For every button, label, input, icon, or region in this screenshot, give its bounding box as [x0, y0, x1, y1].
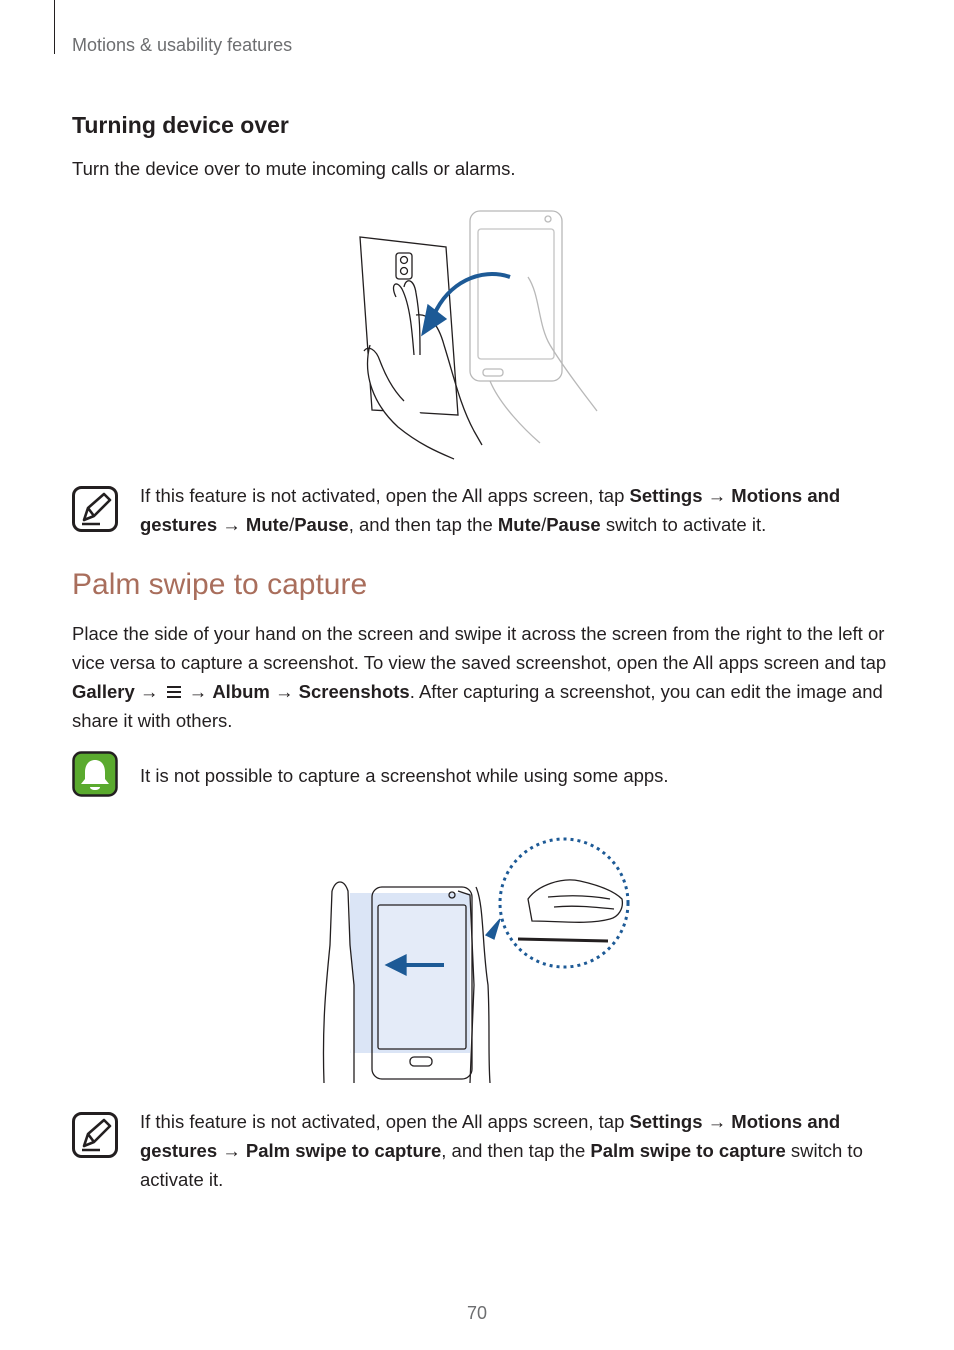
pause-label: Pause	[546, 514, 601, 535]
mute-label: Mute	[497, 514, 542, 535]
note-text: , and then tap the	[441, 1140, 591, 1161]
pencil-note-icon	[72, 486, 118, 532]
palm-swipe-label: Palm swipe to capture	[590, 1140, 786, 1161]
note-text: switch to activate it.	[600, 514, 767, 535]
slash-text: /	[541, 514, 547, 535]
palm-swipe-illustration	[318, 835, 633, 1085]
arrow-text: →	[217, 1140, 246, 1161]
album-label: Album	[212, 681, 270, 702]
palm-swipe-description	[72, 619, 887, 735]
mute-label: Mute	[245, 514, 290, 535]
arrow-text: →	[134, 681, 164, 702]
palm-swipe-label: Palm swipe to capture	[245, 1140, 442, 1161]
menu-icon	[166, 685, 182, 699]
page-number: 70	[466, 1303, 488, 1323]
arrow-text: →	[269, 681, 299, 702]
slash-text: /	[289, 514, 295, 535]
settings-label: Settings	[629, 485, 703, 506]
note-palm-swipe	[140, 1107, 885, 1194]
note-capture-limitation: It is not possible to capture a screenshot while using some apps.	[140, 765, 669, 786]
desc-text: Place the side of your hand on the screen and swipe it across the screen from the right to the left or vice versa to capture a screenshot. To view the saved screenshot, open the All apps screen and tap	[72, 623, 887, 673]
note-mute-pause	[140, 481, 885, 539]
note-text: switch to activate it.	[140, 1140, 863, 1190]
margin-rule	[54, 0, 55, 54]
arrow-text: →	[702, 485, 732, 506]
pause-label: Pause	[294, 514, 349, 535]
settings-label: Settings	[629, 1111, 703, 1132]
arrow-text: →	[702, 1111, 732, 1132]
screenshots-label: Screenshots	[298, 681, 410, 702]
gallery-label: Gallery	[72, 681, 135, 702]
note-text: , and then tap the	[348, 514, 498, 535]
note-text: If this feature is not activated, open the All apps screen, tap	[140, 1111, 630, 1132]
pencil-note-icon	[72, 1112, 118, 1158]
arrow-text: →	[217, 514, 246, 535]
section-header: Motions & usability features	[72, 35, 293, 55]
bell-icon	[72, 751, 118, 797]
motions-gestures-label: Motions and gestures	[140, 1111, 841, 1161]
desc-text: . After capturing a screenshot, you can edit the image and share it with others.	[72, 681, 883, 731]
motions-gestures-label: Motions and gestures	[140, 485, 841, 535]
turning-device-over-heading: Turning device over	[72, 112, 289, 138]
turning-description: Turn the device over to mute incoming calls or alarms.	[72, 158, 516, 179]
turning-device-illustration	[350, 205, 605, 460]
palm-swipe-heading: Palm swipe to capture	[72, 568, 368, 601]
arrow-text: →	[183, 681, 213, 702]
note-text: If this feature is not activated, open the All apps screen, tap	[140, 485, 630, 506]
